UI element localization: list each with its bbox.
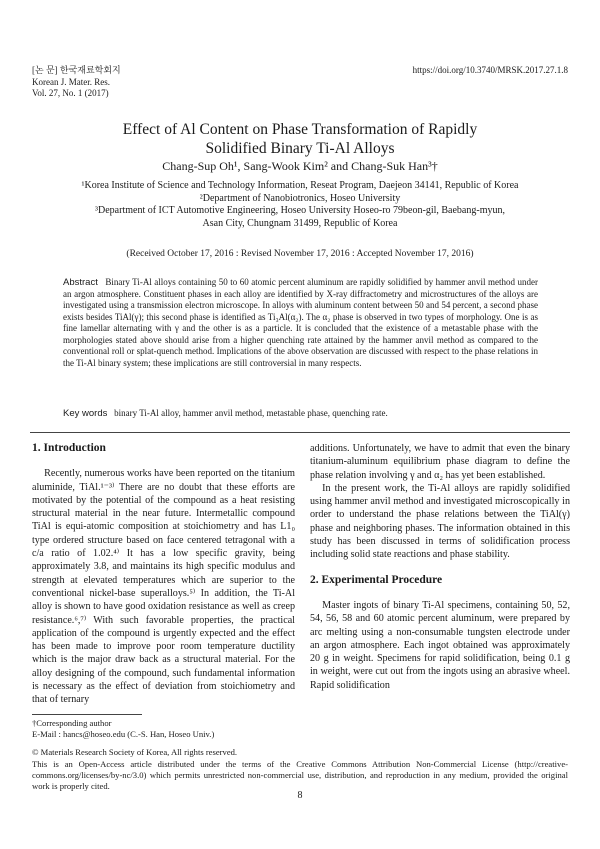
affiliation-1: ¹Korea Institute of Science and Technology Information, Reseat Program, Daejeon 34141, Republic of Korea xyxy=(81,180,519,191)
corresponding-author: †Corresponding author xyxy=(32,718,112,728)
footnote-rule xyxy=(32,714,142,715)
left-column xyxy=(32,442,295,707)
author-email: E-Mail : hancs@hoseo.edu (C.-S. Han, Hoseo Univ.) xyxy=(32,729,215,740)
section-heading-introduction: 1. Introduction xyxy=(32,442,106,454)
keywords-text: binary Ti-Al alloy, hammer anvil method, metastable phase, quenching rate. xyxy=(114,408,388,418)
abstract-label: Abstract xyxy=(63,277,98,288)
paper-title xyxy=(40,120,560,158)
title-line-2: Solidified Binary Ti-Al Alloys xyxy=(205,140,395,157)
journal-header xyxy=(32,65,121,100)
doi-link[interactable]: https://doi.org/10.3740/MRSK.2017.27.1.8 xyxy=(412,65,568,75)
footnotes xyxy=(32,718,568,792)
page-number: 8 xyxy=(297,790,303,801)
section-divider xyxy=(30,432,570,433)
introduction-continued: additions. Unfortunately, we have to admit that even the binary titanium-aluminum equilibrium phase diagram to define the phase relation involving γ and α₂ has yet been established. xyxy=(310,443,570,481)
section-heading-experimental: 2. Experimental Procedure xyxy=(310,573,443,586)
submission-dates: (Received October 17, 2016 : Revised November 17, 2016 : Accepted November 17, 2016) xyxy=(126,249,474,259)
abstract xyxy=(63,277,538,369)
journal-volume: Vol. 27, No. 1 (2017) xyxy=(32,88,109,98)
experimental-paragraph: Master ingots of binary Ti-Al specimens, containing 50, 52, 54, 56, 58 and 60 atomic percent aluminum, were prepared by arc melting using a non-consumable tungsten electrode under an argon atmosphere. Each ingot obtained was approximately 20 g in weight. Specimens for rapid solidification, being 0.1 g in weight, were cut out from the ingots using an abrasive wheel. Rapid solidification xyxy=(310,599,570,691)
affiliation-2: ²Department of Nanobiotronics, Hoseo University xyxy=(199,192,401,204)
title-line-1: Effect of Al Content on Phase Transformation of Rapidly xyxy=(122,121,478,138)
license-notice: This is an Open-Access article distributed under the terms of the Creative Commons Attribution Non-Commercial License (http://creative-commons.org/licenses/by-nc/3.0) which permits unrestricted non-commercial use, distribution, and reproduction in any medium, provided the original work is properly cited. xyxy=(32,758,568,792)
keywords xyxy=(63,408,538,419)
affiliations xyxy=(40,180,560,230)
affiliation-3: ³Department of ICT Automotive Engineering, Hoseo University Hoseo-ro 79beon-gil, Baebang-myun, xyxy=(95,205,505,217)
affiliation-3-cont: Asan City, Chungnam 31499, Republic of Korea xyxy=(202,217,398,229)
keywords-label: Key words xyxy=(63,408,108,419)
introduction-paragraph: Recently, numerous works have been reported on the titanium aluminide, TiAl.¹⁻³⁾ There are no doubt that these efforts are motivated by the potential of the compound as a heat resisting structural material in the near future. Intermetallic compound TiAl is equi-atomic composition at stoichiometry and has L1₀ type ordered structure based on face centered tetragonal with a c/a ratio of 1.02.⁴⁾ It has a low specific gravity, being approximately 3.8, and maintains its high specific modulus and strength at elevated temperatures which are superior to the conventional nickel-base superalloys.⁵⁾ In addition, the Ti-Al alloy is shown to have good oxidation resistance as well as creep resistance.⁶,⁷⁾ With such favorable properties, the practical application of the compound is urgently expected and the effect has been made to improve poor room temperature ductility which is the major draw back as a structural material. For the alloy designing of the compound, such fundamental information is necessary as the effect of deviation from stoichiometry and that of ternary xyxy=(32,468,295,706)
copyright-notice: © Materials Research Society of Korea, All rights reserved. xyxy=(32,747,238,758)
journal-name-english: Korean J. Mater. Res. xyxy=(32,76,110,87)
introduction-paragraph-2: In the present work, the Ti-Al alloys are rapidly solidified using hammer anvil method and investigated microscopically in order to understand the phase relations between the TiAl(γ) phase and neighboring phases. The information obtained in this study has been discussed in terms of solidification process including solid state reactions and phase stability. xyxy=(310,482,570,561)
journal-name-korean: [논 문] 한국재료학회지 xyxy=(32,65,121,75)
abstract-text: Binary Ti-Al alloys containing 50 to 60 atomic percent aluminum are rapidly solidified by hammer anvil method under an argon atmosphere. Constituent phases in each alloy are identified by X-ray diffractometry and microstructures of the alloys are investigated using a transmission electron microscope. In alloys with aluminum content between 50 and 54 percent, a second phase exists besides TiAl(γ); this second phase is identified as Ti₃Al(α₂). The α₂ phase is observed in two types of morphology. One is as fine lamellar alternating with γ and the other is as a particle. It is concluded that the existence of a metastable phase with the morphologies stated above should arise from a higher quenching rate attained by the hammer anvil method as compared to the conventional roll or splat-quench method. Implications of the above observation are discussed with respect to the phase relations in the Ti-Al binary system; these implications are still controversial in many respects. xyxy=(63,277,539,368)
author-list: Chang-Sup Oh¹, Sang-Wook Kim² and Chang-Suk Han³† xyxy=(162,159,438,173)
right-column xyxy=(310,442,570,692)
